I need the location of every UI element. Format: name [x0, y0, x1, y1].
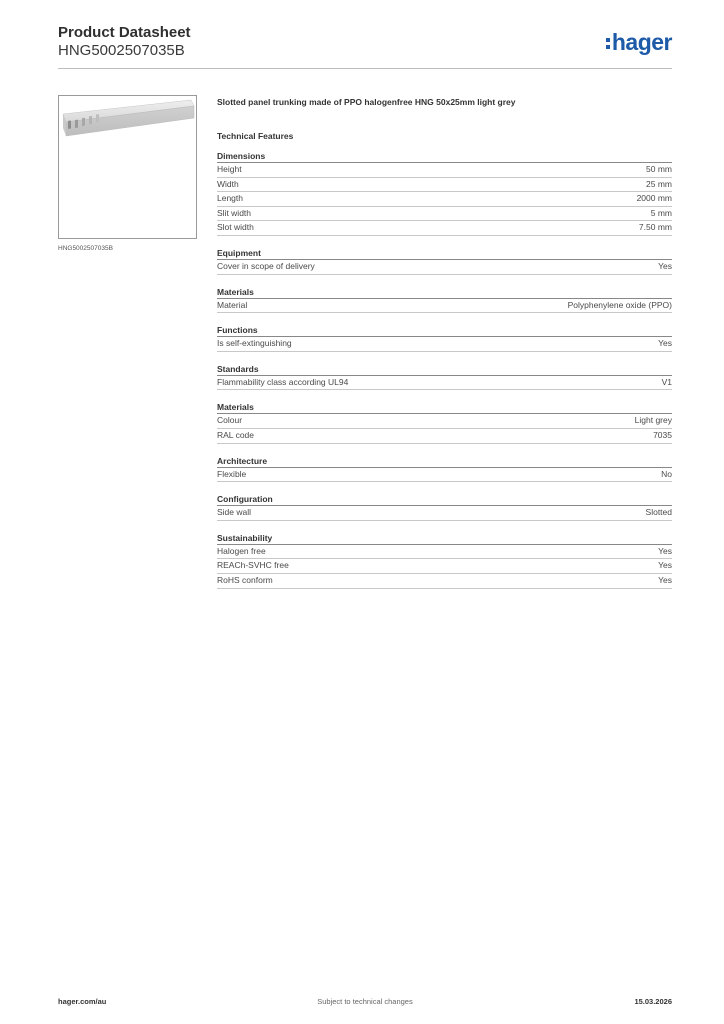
spec-value: No — [661, 468, 672, 479]
spec-row — [217, 506, 672, 521]
section-materials — [217, 286, 672, 314]
section-dimensions — [217, 150, 672, 236]
spec-label: Width — [217, 178, 239, 189]
spec-value: Polyphenylene oxide (PPO) — [567, 299, 672, 310]
page-footer — [58, 997, 672, 1009]
spec-row — [217, 545, 672, 560]
section-architecture — [217, 455, 672, 483]
product-image — [58, 95, 197, 239]
section-title: Standards — [217, 363, 672, 376]
header-divider — [58, 68, 672, 69]
page-title: Product Datasheet — [58, 24, 191, 41]
spec-label: RAL code — [217, 429, 255, 440]
spec-value: Yes — [658, 545, 672, 556]
spec-value: Yes — [658, 574, 672, 585]
spec-label: Side wall — [217, 507, 252, 518]
section-materials-colour — [217, 401, 672, 443]
spec-value: Light grey — [634, 415, 672, 426]
spec-value: 25 mm — [646, 178, 672, 189]
hager-logo — [606, 30, 672, 54]
page-header — [58, 24, 672, 70]
spec-row — [217, 299, 672, 314]
spec-row — [217, 468, 672, 483]
section-title: Materials — [217, 401, 672, 414]
spec-value: 5 mm — [650, 207, 672, 218]
spec-value: Yes — [658, 260, 672, 271]
technical-features-heading: Technical Features — [217, 131, 294, 141]
product-code: HNG5002507035B — [58, 42, 185, 59]
spec-row — [217, 260, 672, 275]
footer-date: 15.03.2026 — [634, 997, 672, 1006]
spec-row — [217, 337, 672, 352]
section-sustainability — [217, 532, 672, 589]
spec-row — [217, 221, 672, 236]
logo-dots-icon — [606, 38, 610, 49]
spec-label: Is self-extinguishing — [217, 338, 292, 349]
trunking-illustration-icon — [59, 96, 196, 238]
section-standards — [217, 363, 672, 391]
section-title: Architecture — [217, 455, 672, 468]
footer-website: hager.com/au — [58, 997, 107, 1006]
spec-label: REACh-SVHC free — [217, 560, 289, 571]
section-title: Materials — [217, 286, 672, 299]
section-functions — [217, 324, 672, 352]
spec-label: Colour — [217, 415, 243, 426]
spec-label: Cover in scope of delivery — [217, 260, 315, 271]
spec-row — [217, 207, 672, 222]
product-description: Slotted panel trunking made of PPO halogenfree HNG 50x25mm light grey — [217, 97, 516, 107]
spec-label: Slit width — [217, 207, 252, 218]
datasheet-content — [217, 96, 672, 589]
spec-label: Length — [217, 193, 243, 204]
spec-label: Halogen free — [217, 545, 266, 556]
image-caption: HNG5002507035B — [58, 245, 113, 252]
spec-value: 7035 — [653, 429, 672, 440]
spec-value: Slotted — [645, 507, 672, 518]
spec-row — [217, 574, 672, 589]
spec-value: 7.50 mm — [638, 222, 672, 233]
spec-value: 2000 mm — [636, 193, 672, 204]
spec-row — [217, 163, 672, 178]
logo-text: hager — [611, 29, 672, 55]
footer-notice: Subject to technical changes — [317, 997, 413, 1006]
spec-row — [217, 192, 672, 207]
spec-label: Slot width — [217, 222, 254, 233]
section-configuration — [217, 493, 672, 521]
spec-row — [217, 429, 672, 444]
spec-value: V1 — [661, 376, 672, 387]
section-title: Equipment — [217, 247, 672, 260]
section-title: Configuration — [217, 493, 672, 506]
spec-label: Flexible — [217, 468, 247, 479]
spec-value: 50 mm — [646, 164, 672, 174]
spec-row — [217, 376, 672, 391]
spec-row — [217, 414, 672, 429]
spec-row — [217, 559, 672, 574]
spec-label: RoHS conform — [217, 574, 273, 585]
spec-label: Height — [217, 164, 242, 174]
spec-row — [217, 178, 672, 193]
section-title: Functions — [217, 324, 672, 337]
spec-value: Yes — [658, 338, 672, 349]
spec-label: Material — [217, 299, 248, 310]
section-equipment — [217, 247, 672, 275]
spec-label: Flammability class according UL94 — [217, 376, 349, 387]
section-title: Sustainability — [217, 532, 672, 545]
section-title: Dimensions — [217, 150, 672, 163]
spec-value: Yes — [658, 560, 672, 571]
